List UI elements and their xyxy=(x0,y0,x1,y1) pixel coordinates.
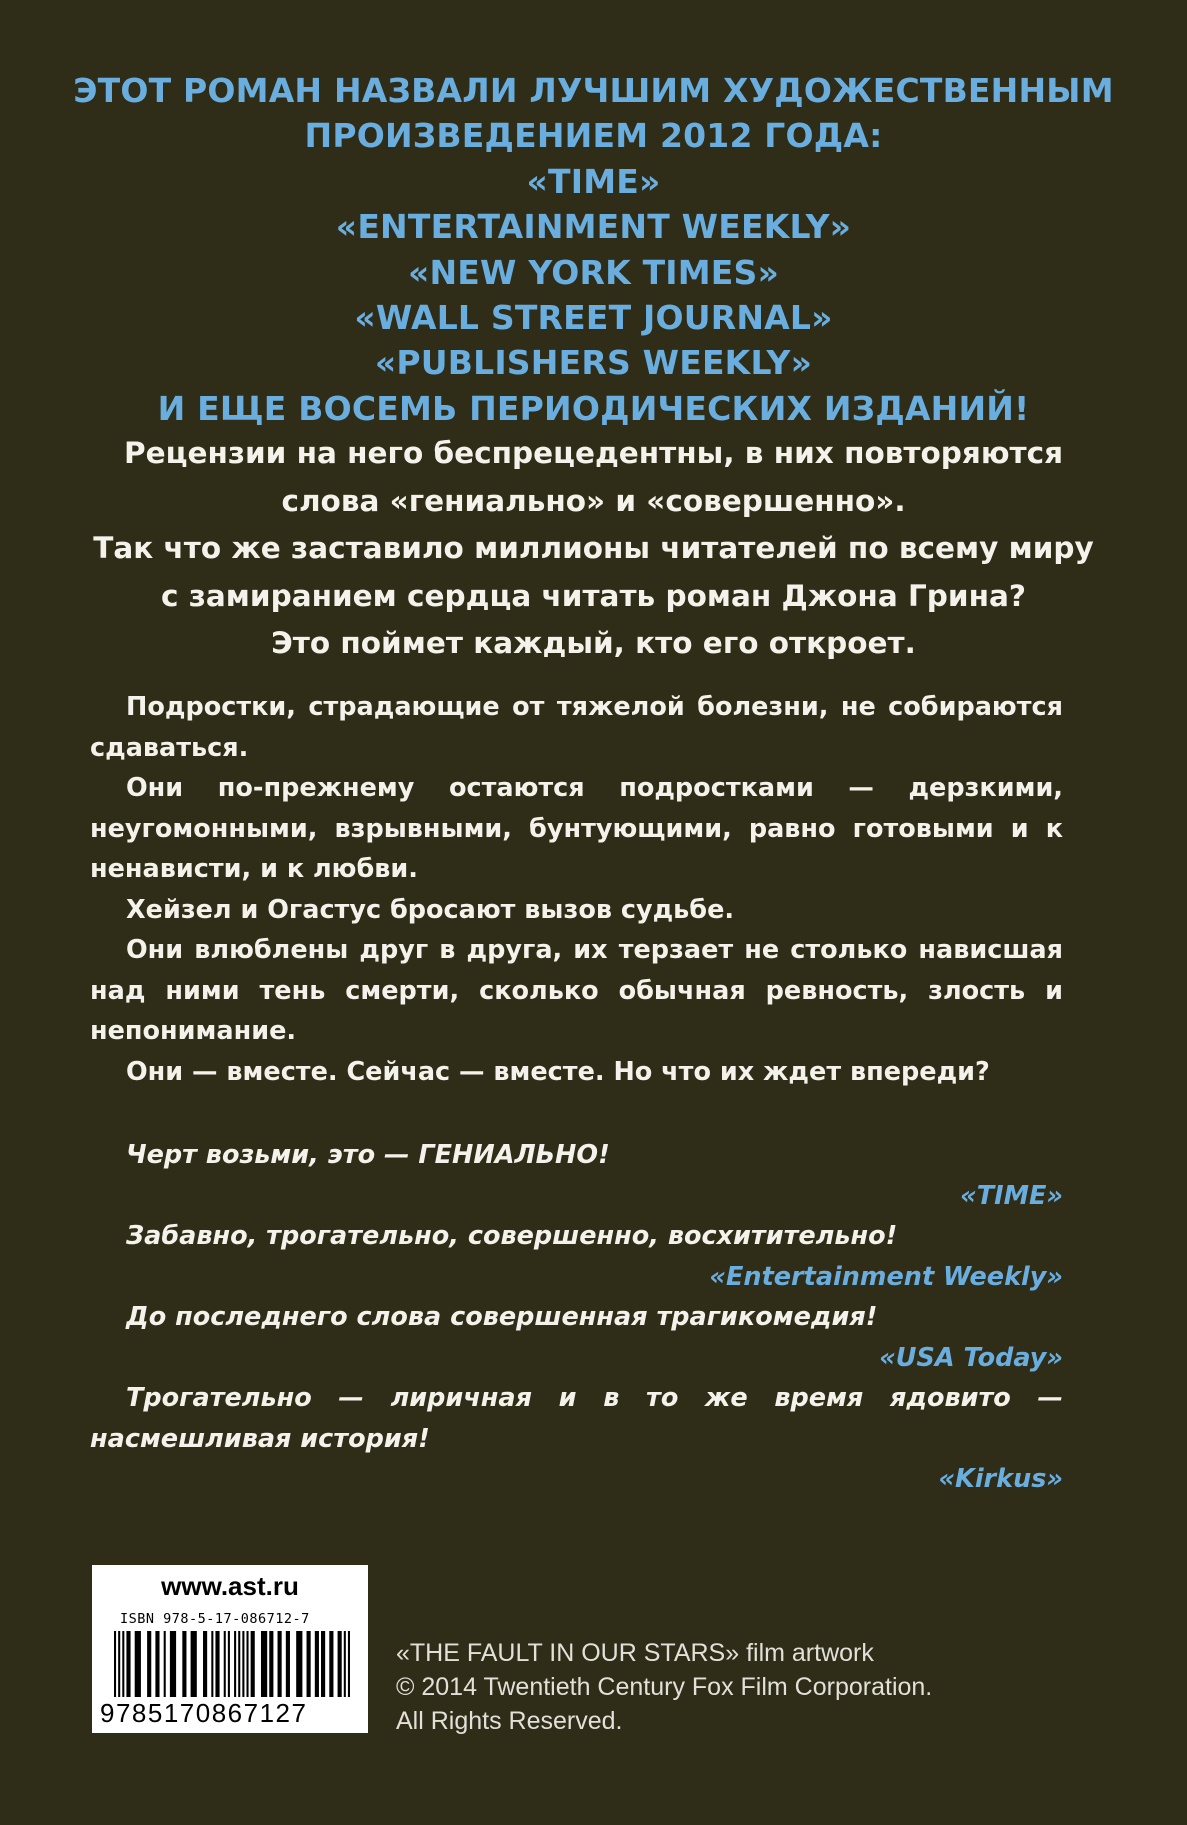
barcode-bar xyxy=(126,1631,130,1697)
review-source: «USA Today» xyxy=(879,1342,1063,1373)
review-source: «TIME» xyxy=(960,1180,1063,1211)
barcode-bar xyxy=(329,1631,333,1697)
barcode-bar xyxy=(321,1631,325,1697)
headline-line: ЭТОТ РОМАН НАЗВАЛИ ЛУЧШИМ ХУДОЖЕСТВЕННЫМ xyxy=(73,71,1114,110)
review-source: «Entertainment Weekly» xyxy=(709,1261,1063,1292)
intro-line: с замиранием сердца читать роман Джона Грина? xyxy=(161,578,1026,613)
isbn-number: ISBN 978-5-17-086712-7 xyxy=(120,1611,310,1627)
barcode-bar xyxy=(246,1631,248,1697)
publisher-website: www.ast.ru xyxy=(161,1571,299,1601)
headline-line: «ENTERTAINMENT WEEKLY» xyxy=(335,207,852,247)
headline-line: «WALL STREET JOURNAL» xyxy=(354,298,833,338)
barcode-bar xyxy=(215,1631,219,1697)
barcode-bar xyxy=(203,1631,207,1697)
headline xyxy=(0,68,1187,431)
barcode-bar xyxy=(147,1631,151,1697)
barcode-bar xyxy=(155,1631,159,1697)
barcode-bar xyxy=(170,1631,176,1697)
copyright-credits xyxy=(396,1636,932,1738)
barcode-bar xyxy=(344,1631,346,1697)
barcode-bar xyxy=(135,1631,141,1697)
barcode-digits: 9785170867127 xyxy=(100,1698,308,1728)
intro-text xyxy=(0,430,1187,668)
barcode-bar xyxy=(261,1631,267,1697)
barcode-bar xyxy=(278,1631,282,1697)
review-source: «Kirkus» xyxy=(938,1464,1063,1494)
synopsis-paragraph: Хейзел и Огастус бросают вызов судьбе. xyxy=(126,894,735,925)
barcode-bar xyxy=(242,1631,244,1697)
synopsis xyxy=(90,687,1063,1092)
barcode-bar xyxy=(269,1631,273,1697)
review-quotes xyxy=(90,1135,1063,1500)
intro-line: Это поймет каждый, кто его откроет. xyxy=(271,626,916,660)
headline-line: И ЕЩЕ ВОСЕМЬ ПЕРИОДИЧЕСКИХ ИЗДАНИЙ! xyxy=(157,388,1030,428)
headline-line: «PUBLISHERS WEEKLY» xyxy=(374,343,813,383)
headline-line: «TIME» xyxy=(526,161,661,201)
headline-line: ПРОИЗВЕДЕНИЕМ 2012 ГОДА: xyxy=(304,116,883,156)
synopsis-paragraph: Они — вместе. Сейчас — вместе. Но что их ждет впереди? xyxy=(126,1056,990,1087)
review-quote: Забавно, трогательно, совершенно, восхитительно! xyxy=(126,1221,898,1251)
barcode-bar xyxy=(296,1631,302,1697)
headline-line: «NEW YORK TIMES» xyxy=(407,252,780,292)
barcode-bar xyxy=(191,1631,197,1697)
barcode-bar xyxy=(307,1631,311,1697)
barcode-bar xyxy=(114,1631,116,1697)
credit-line: © 2014 Twentieth Century Fox Film Corporation. xyxy=(396,1673,933,1701)
barcode-bar xyxy=(224,1631,226,1697)
synopsis-paragraph: Они влюблены друг в друга, их терзает не столько нависшая над ними тень смерти, сколько обычная ревность, злость и непонимание. xyxy=(90,935,1063,1046)
review-quote: До последнего слова совершенная трагикомедия! xyxy=(126,1302,878,1332)
barcode-bar xyxy=(315,1631,319,1697)
review-quote: Черт возьми, это — ГЕНИАЛЬНО! xyxy=(126,1140,610,1170)
credit-line: «THE FAULT IN OUR STARS» film artwork xyxy=(396,1639,874,1667)
barcode-bar xyxy=(118,1631,120,1697)
barcode-bar xyxy=(164,1631,166,1697)
barcode-bar xyxy=(338,1631,342,1697)
intro-line: слова «гениально» и «совершенно». xyxy=(281,483,906,518)
barcode-bar xyxy=(286,1631,290,1697)
barcode-label xyxy=(92,1565,368,1733)
intro-line: Так что же заставило миллионы читателей по всему миру xyxy=(93,531,1094,565)
barcode-bar xyxy=(182,1631,186,1697)
review-quote: Трогательно — лиричная и в то же время ядовито — насмешливая история! xyxy=(90,1383,1063,1454)
barcode-bar xyxy=(251,1631,255,1697)
barcode-bar xyxy=(234,1631,236,1697)
credit-line: All Rights Reserved. xyxy=(396,1707,623,1735)
barcode-bar xyxy=(238,1631,240,1697)
synopsis-paragraph: Подростки, страдающие от тяжелой болезни, не собираются сдаваться. xyxy=(90,692,1063,763)
barcode-bar xyxy=(348,1631,350,1697)
barcode-bar xyxy=(211,1631,213,1697)
synopsis-paragraph: Они по-прежнему остаются подростками — дерзкими, неугомонными, взрывными, бунтующими, равно готовыми и к ненависти, и к любви. xyxy=(90,773,1063,884)
barcode-bar xyxy=(228,1631,230,1697)
intro-line: Рецензии на него беспрецедентны, в них повторяются xyxy=(123,436,1064,470)
barcode-bars xyxy=(112,1631,352,1699)
barcode-bar xyxy=(122,1631,124,1697)
